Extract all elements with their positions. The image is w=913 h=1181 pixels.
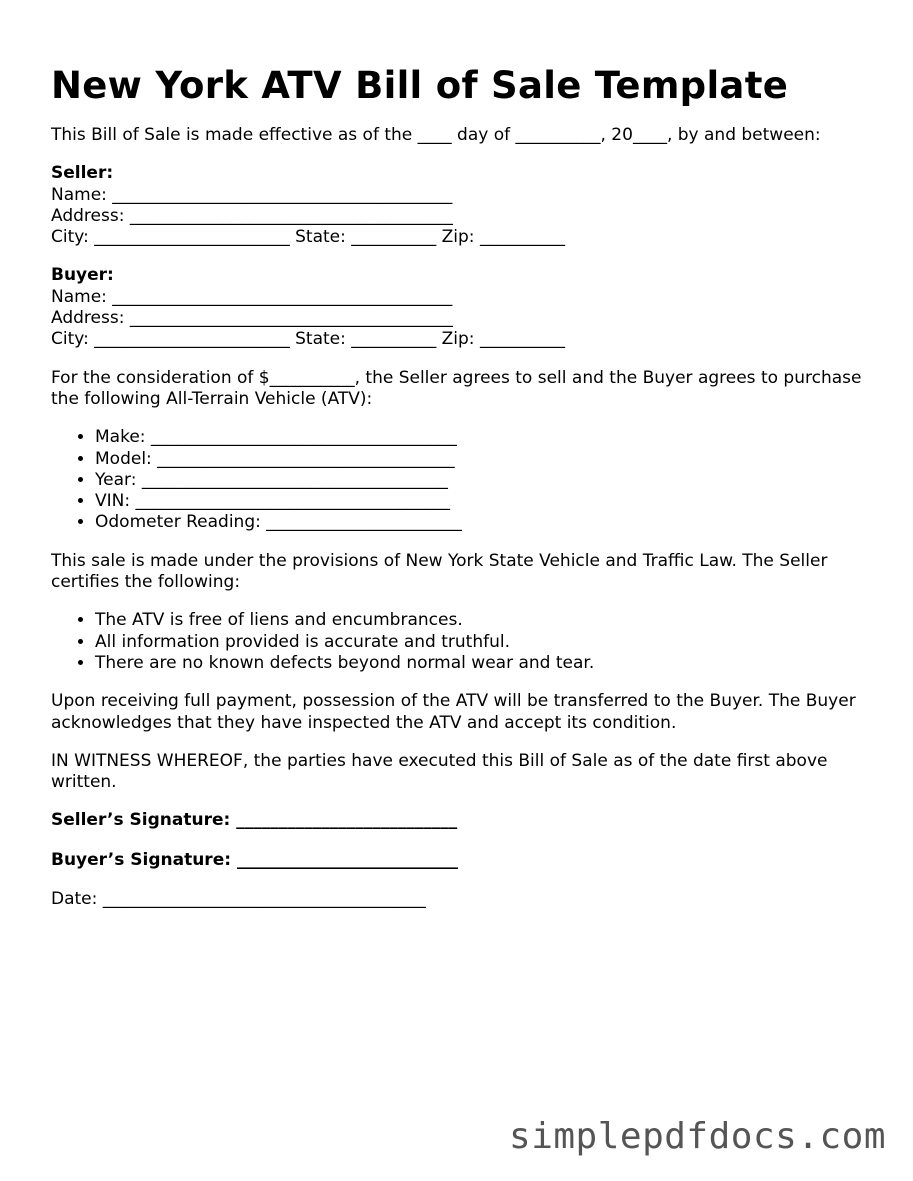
vehicle-field-odometer: • Odometer Reading: _______________________ [95, 512, 871, 533]
seller-address-line: Address: ______________________________________ [51, 205, 453, 226]
seller-label: Seller: [51, 163, 114, 184]
buyer-signature-line: Buyer’s Signature: __________________________ [51, 849, 458, 870]
buyer-section [51, 265, 871, 350]
certification-item: • There are no known defects beyond normal wear and tear. [95, 653, 871, 674]
consideration-paragraph: For the consideration of $__________, the Seller agrees to sell and the Buyer agrees to purchase the following All-Terrain Vehicle (ATV): [51, 367, 862, 409]
buyer-name-line: Name: ________________________________________ [51, 286, 453, 307]
receipt-paragraph: Upon receiving full payment, possession of the ATV will be transferred to the Buyer. The Buyer acknowledges that they have inspected the ATV and accept its condition. [51, 691, 856, 733]
provisions-paragraph: This sale is made under the provisions of New York State Vehicle and Traffic Law. The Seller certifies the following: [51, 550, 828, 593]
seller-signature-line: Seller’s Signature: __________________________ [51, 810, 458, 831]
witness-paragraph: IN WITNESS WHEREOF, the parties have executed this Bill of Sale as of the date first above written. [51, 750, 828, 793]
buyer-label: Buyer: [51, 265, 114, 286]
watermark: simplepdfdocs.com [509, 1116, 886, 1157]
buyer-city-line: City: _______________________ State: __________ Zip: __________ [51, 329, 565, 350]
vehicle-field-make: • Make: ____________________________________ [95, 427, 871, 448]
seller-name-line: Name: ________________________________________ [51, 184, 453, 205]
vehicle-field-year: • Year: ____________________________________ [95, 470, 871, 491]
vehicle-field-vin: • VIN: _____________________________________ [95, 491, 871, 512]
certifications-list [51, 610, 871, 674]
certification-item: • The ATV is free of liens and encumbrances. [95, 610, 871, 631]
intro-paragraph: This Bill of Sale is made effective as of the ____ day of __________, 20____, by and between: [51, 125, 821, 145]
vehicle-fields-list [51, 427, 871, 533]
buyer-address-line: Address: ______________________________________ [51, 308, 453, 329]
vehicle-field-model: • Model: ___________________________________ [95, 449, 871, 470]
seller-section [51, 163, 871, 248]
date-line: Date: ______________________________________ [51, 889, 426, 910]
certification-item: • All information provided is accurate and truthful. [95, 632, 871, 653]
document-page [51, 62, 871, 910]
page-title: New York ATV Bill of Sale Template [51, 64, 789, 107]
seller-city-line: City: _______________________ State: __________ Zip: __________ [51, 227, 565, 248]
